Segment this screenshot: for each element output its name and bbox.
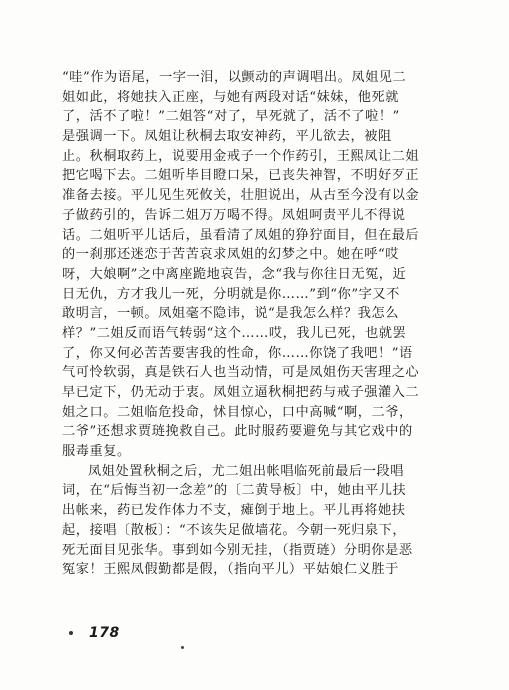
text-line: 样？”二姐反而语气转弱“这个……哎，我儿已死，也就罢 <box>62 325 407 341</box>
text-line: 姐如此，将她扶入正座，与她有两段对话“妹妹，他死就 <box>62 89 399 105</box>
paragraph-start-line: 凤姐处置秋桐之后，尤二姐出帐唱临死前最后一段唱 <box>88 463 404 479</box>
text-line: 日无仇，方才我儿一死，分明就是你……”到“你”字又不 <box>62 286 400 302</box>
footer-dot-mark <box>181 646 184 649</box>
text-line: 二爷”还想求贾琏挽救自己。此时服药要避免与其它戏中的 <box>62 424 413 440</box>
text-line: 子做药引的，告诉二姐万万喝不得。凤姐呵责平儿不得说 <box>62 207 406 223</box>
text-line: 是强调一下。凤姐让秋桐去取安神药，平儿欲去，被阻 <box>62 129 392 145</box>
text-line: 起，接唱〔散板〕：“不该失足做墙花。今朝一死归泉下， <box>62 522 407 538</box>
text-line: 气可怜软弱，真是铁石人也当动情，可是凤姐伤天害理之心 <box>62 365 420 381</box>
text-line: 的一刹那还迷恋于苦苦哀求凤姐的幻梦之中。她在呼“哎 <box>62 247 399 263</box>
text-line: 呀，大娘啊”之中离座跪地哀告，念“我与你往日无冤，近 <box>62 266 407 282</box>
body-text <box>62 68 460 580</box>
text-line: 冤家！王熙凤假勤都是假，（指向平儿）平姑娘仁义胜于 <box>62 562 399 578</box>
text-line: 敢明言，一顿。凤姐毫不隐讳，说“是我怎么样？我怎么 <box>62 306 399 322</box>
text-line: 早已定下，仍无动于衷。凤姐立逼秋桐把药与戒子强灌入二 <box>62 385 420 400</box>
text-line: 出帐来，药已发作体力不支，瘫倒于地上。平儿再将她扶 <box>62 503 406 519</box>
text-line: 止。秋桐取药上，说要用金戒子一个作药引，王熙凤让二姐 <box>62 148 420 164</box>
text-line: 了，活不了啦！”二姐答“对了，早死就了，活不了啦！” <box>62 109 400 125</box>
text-line: 准备去接。平儿见生死攸关，壮胆说出，从古至今没有以金 <box>62 188 420 204</box>
text-line: 词，在“后悔当初一念差”的〔二黄导板〕中，她由平儿扶 <box>62 483 407 499</box>
text-line: 了，你又何必苦苦要害我的性命，你……你饶了我吧！”语 <box>62 345 413 361</box>
page-number: 178 <box>89 625 120 641</box>
text-line: 死无面目见张华。事到如今别无挂，（指贾琏）分明你是恶 <box>62 542 413 558</box>
text-line: 把它喝下去。二姐听毕目瞪口呆，已丧失神智，不明好歹正 <box>62 168 420 184</box>
text-line: 话。二姐听平儿话后，虽看清了凤姐的狰狞面目，但在最后 <box>62 227 420 243</box>
text-line: 姐之口。二姐临危投命，怵目惊心，口中高喊“啊，二爷， <box>62 404 413 420</box>
text-line: 服毒重复。 <box>62 444 131 460</box>
text-line: “哇”作为语尾，一字一泪，以颤动的声调唱出。凤姐见二 <box>62 70 407 85</box>
margin-dot-mark <box>69 631 73 635</box>
